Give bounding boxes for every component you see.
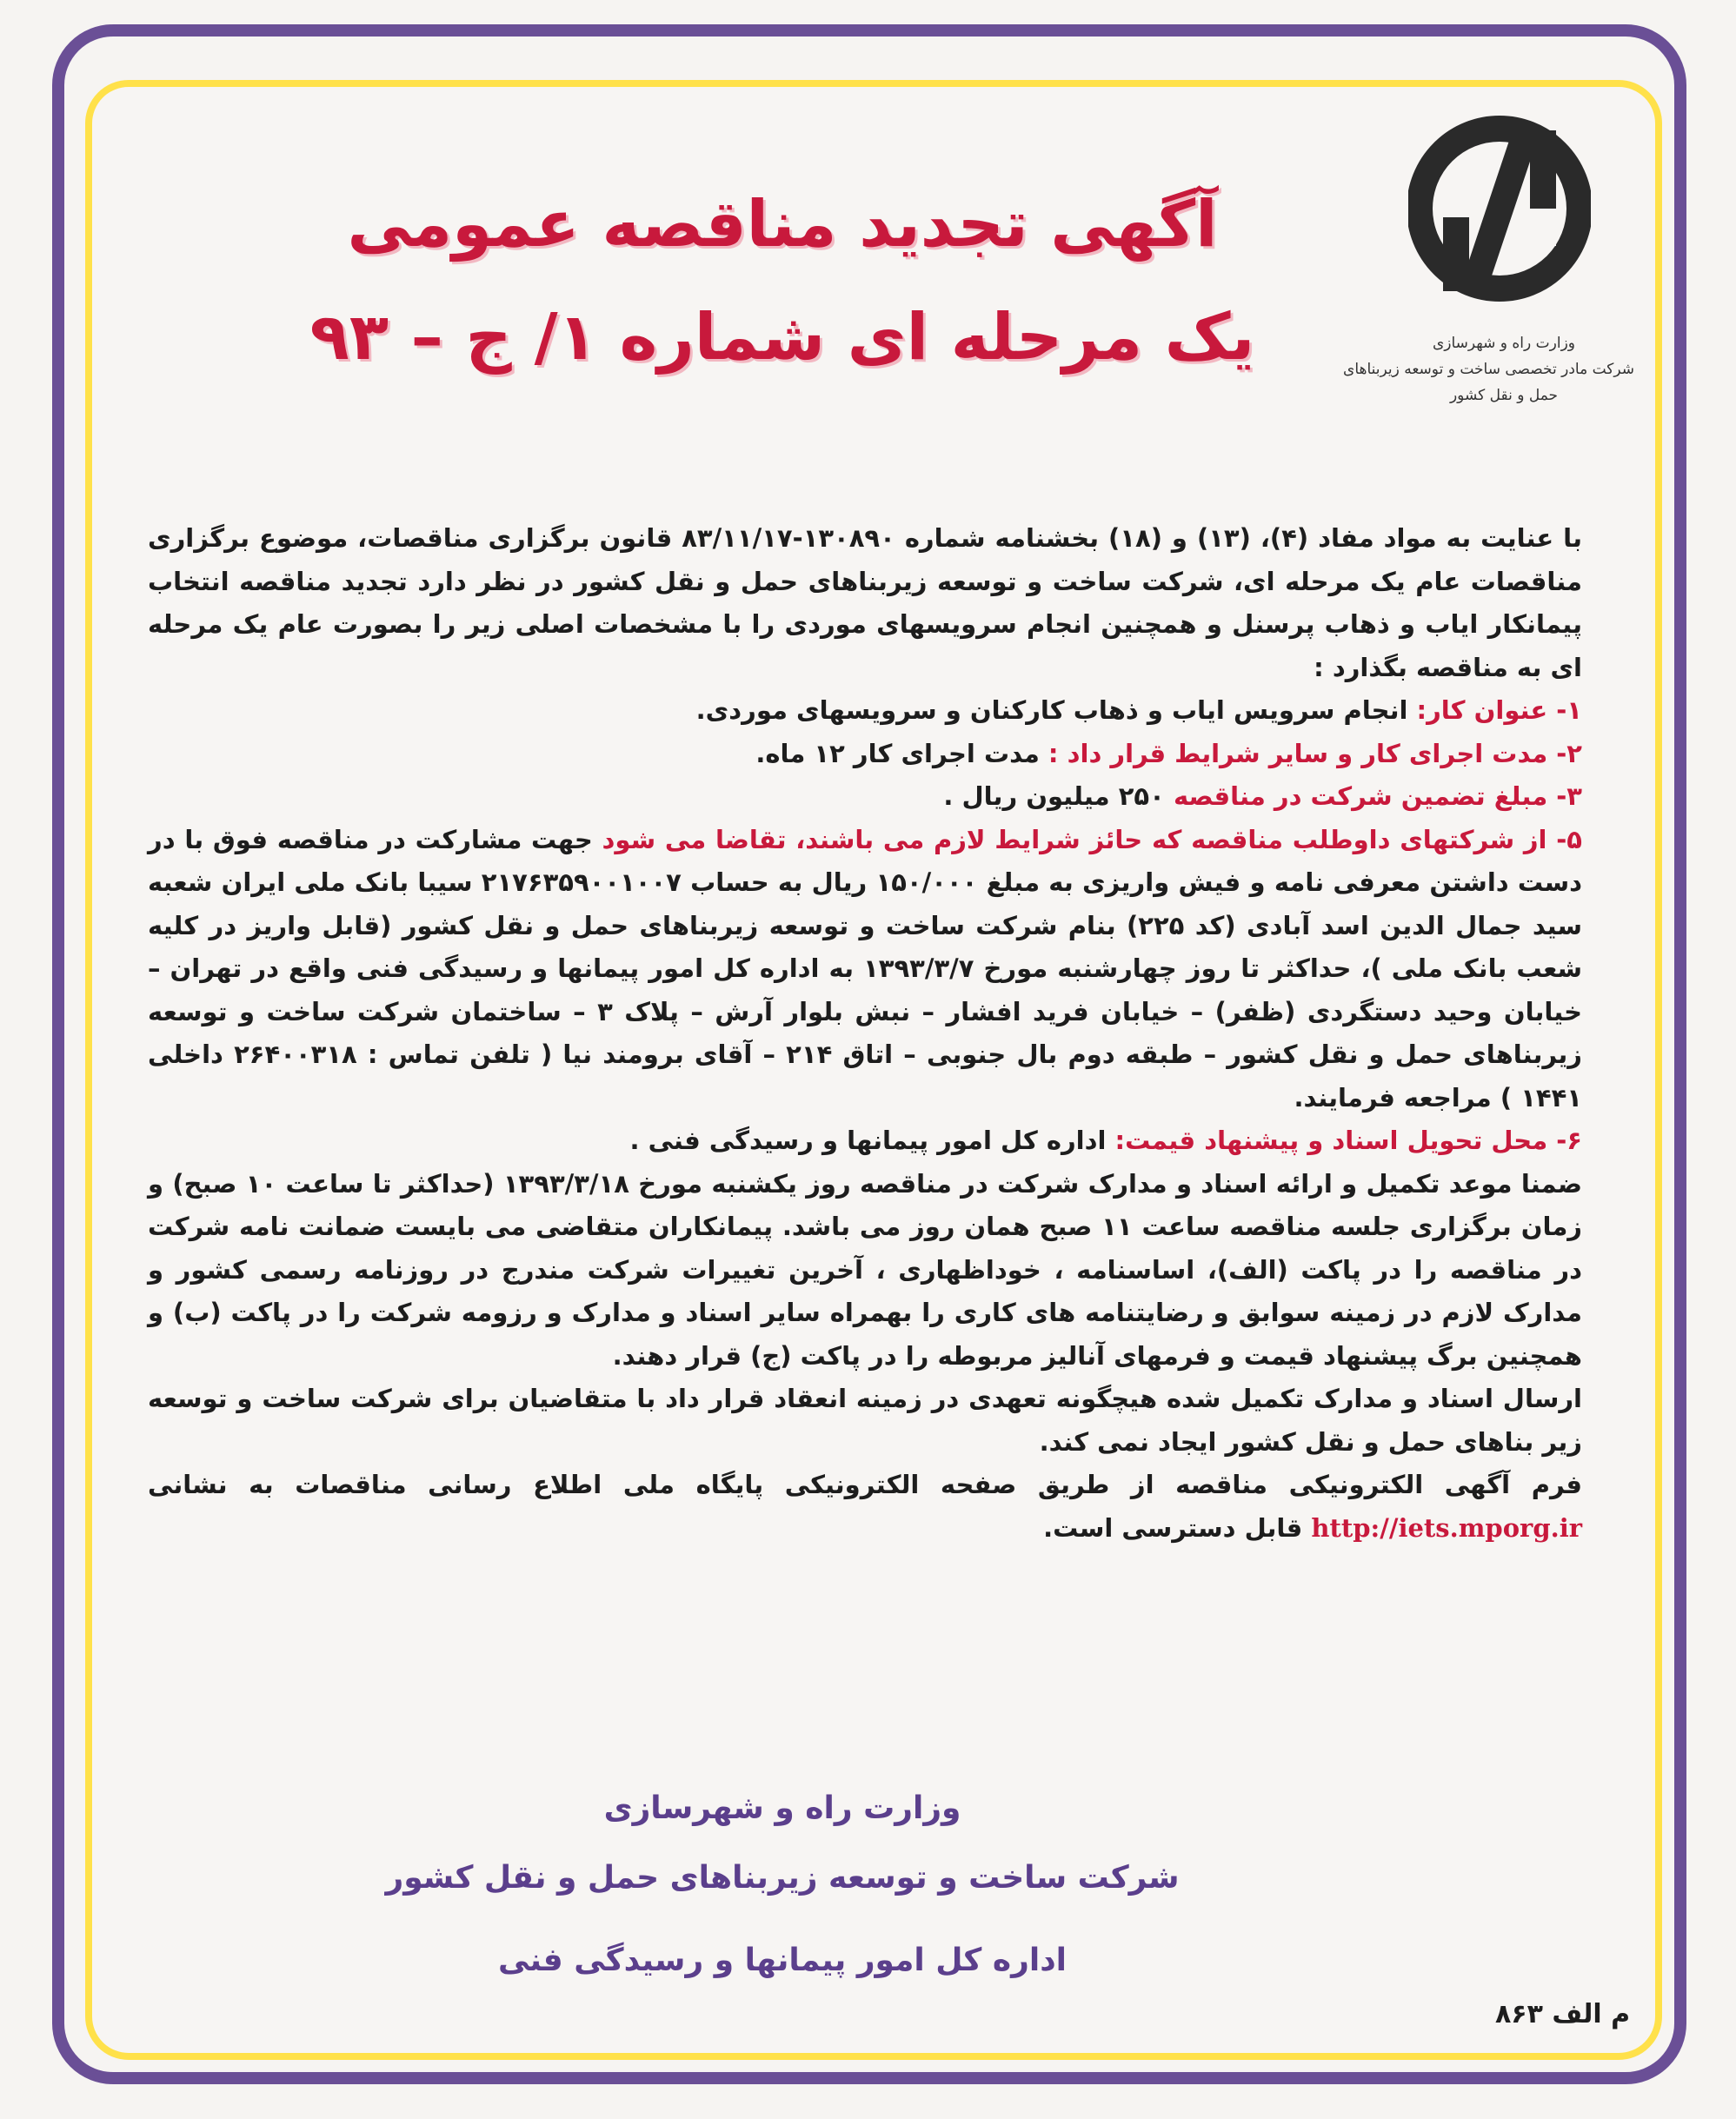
item-work-title	[148, 689, 1582, 733]
item-participation	[148, 819, 1582, 1120]
disclaimer-paragraph: ارسال اسناد و مدارک تکمیل شده هیچگونه تعهدی در زمینه انعقاد قرار داد با متقاضیان برای شرکت ساخت و توسعه زیر بناهای حمل و نقل کشور ایجاد نمی کند.	[148, 1384, 1582, 1457]
intro-paragraph: با عنایت به مواد مفاد (۴)، (۱۳) و (۱۸) بخشنامه شماره ۱۳۰۸۹۰-۸۳/۱۱/۱۷ قانون برگزاری مناقصات، موضوع برگزاری مناقصات عام یک مرحله ای، شرکت ساخت و توسعه زیربناهای حمل و نقل کشور در نظر دارد تجدید مناقصه انتخاب پیمانکار ایاب و ذهاب پرسنل و همچنین انجام سرویسهای موردی را با مشخصات اصلی زیر را بصورت عام یک مرحله ای به مناقصه بگذارد :	[148, 523, 1582, 682]
item-text: انجام سرویس ایاب و ذهاب کارکنان و سرویسهای موردی.	[695, 695, 1417, 725]
logo-caption	[1343, 330, 1634, 409]
footer-ministry: وزارت راه و شهرسازی	[603, 1790, 961, 1826]
online-form-text: فرم آگهی الکترونیکی مناقصه از طریق صفحه الکترونیکی پایگاه ملی اطلاع رسانی مناقصات به نشانی	[148, 1470, 1582, 1499]
item-label: ۶- محل تحویل اسناد و پیشنهاد قیمت:	[1114, 1126, 1582, 1155]
item-delivery-location	[148, 1119, 1582, 1163]
item-text: جهت مشارکت در مناقصه فوق با در دست داشتن معرفی نامه و فیش واریزی به مبلغ ۱۵۰/۰۰۰ ریال به حساب ۲۱۷۶۳۵۹۰۰۱۰۰۷ سیبا بانک ملی ایران شعبه سید جمال الدین اسد آبادی (کد ۲۲۵) بنام شرکت ساخت و توسعه زیربناهای حمل و نقل کشور (قابل واریز در کلیه شعب بانک ملی )، حداکثر تا روز چهارشنبه مورخ ۱۳۹۳/۳/۷ به اداره کل امور پیمانها و رسیدگی فنی واقع در تهران – خیابان وحید دستگردی (ظفر) – خیابان فرید افشار – نبش بلوار آرش – پلاک ۳ – ساختمان شرکت ساخت و توسعه زیربناهای حمل و نقل کشور – طبقه دوم بال جنوبی – اتاق ۲۱۴ – آقای برومند نیا ( تلفن تماس : ۲۶۴۰۰۳۱۸ داخلی ۱۴۴۱ ) مراجعه فرمایند.	[148, 824, 1583, 1113]
item-guarantee	[148, 775, 1582, 819]
logo-caption-line-3: حمل و نقل کشور	[1449, 387, 1559, 404]
item-label: ۵- از شرکتهای داوطلب مناقصه که حائز شرایط لازم می باشند، تقاضا می شود	[602, 824, 1582, 854]
ad-code: م الف ۸۶۳	[1495, 1999, 1631, 2029]
ministry-road-urban-development-logo-icon	[1408, 113, 1591, 322]
item-text: مدت اجرای کار ۱۲ ماه.	[755, 738, 1048, 768]
logo-caption-line-2: شرکت مادر تخصصی ساخت و توسعه زیربناهای	[1343, 361, 1634, 378]
announcement-body	[148, 517, 1582, 1550]
announcement-title: آگهی تجدید مناقصه عمومی	[347, 187, 1218, 262]
item-label: ۲- مدت اجرای کار و سایر شرایط قرار داد :	[1048, 738, 1582, 768]
online-form-text-end: قابل دسترسی است.	[1043, 1512, 1312, 1543]
deadline-paragraph: ضمنا موعد تکمیل و ارائه اسناد و مدارک شرکت در مناقصه روز یکشنبه مورخ ۱۳۹۳/۳/۱۸ (حداکثر تا ساعت ۱۰ صبح) و زمان برگزاری جلسه مناقصه ساعت ۱۱ صبح همان روز می باشد. پیمانکاران متقاضی می بایست ضمانت نامه شرکت در مناقصه را در پاکت (الف)، اساسنامه ، خوداظهاری ، آخرین تغییرات شرکت مندرج در روزنامه رسمی کشور و مدارک لازم در زمینه سوابق و رضایتنامه های کاری را بهمراه سایر اسناد و مدارک و رزومه شرکت را در پاکت (ب) و همچنین برگ پیشنهاد قیمت و فرمهای آنالیز مربوطه را در پاکت (ج) قرار دهند.	[148, 1168, 1583, 1371]
online-form-paragraph	[148, 1464, 1582, 1550]
item-text: ۲۵۰ میلیون ریال .	[943, 781, 1174, 811]
item-text: اداره کل امور پیمانها و رسیدگی فنی .	[629, 1126, 1115, 1155]
logo-caption-line-1: وزارت راه و شهرسازی	[1432, 335, 1575, 352]
item-duration	[148, 733, 1582, 776]
footer-department: اداره کل امور پیمانها و رسیدگی فنی	[497, 1943, 1068, 1978]
ministry-logo-block	[1343, 113, 1634, 426]
item-label: ۳- مبلغ تضمین شرکت در مناقصه	[1173, 781, 1582, 811]
tender-portal-link[interactable]: http://iets.mporg.ir	[1311, 1512, 1582, 1543]
footer-company: شرکت ساخت و توسعه زیربناهای حمل و نقل کشور	[385, 1860, 1180, 1896]
announcement-subtitle: یک مرحله ای شماره ۱/ ج – ۹۳	[309, 300, 1255, 375]
item-label: ۱- عنوان کار:	[1416, 695, 1582, 725]
